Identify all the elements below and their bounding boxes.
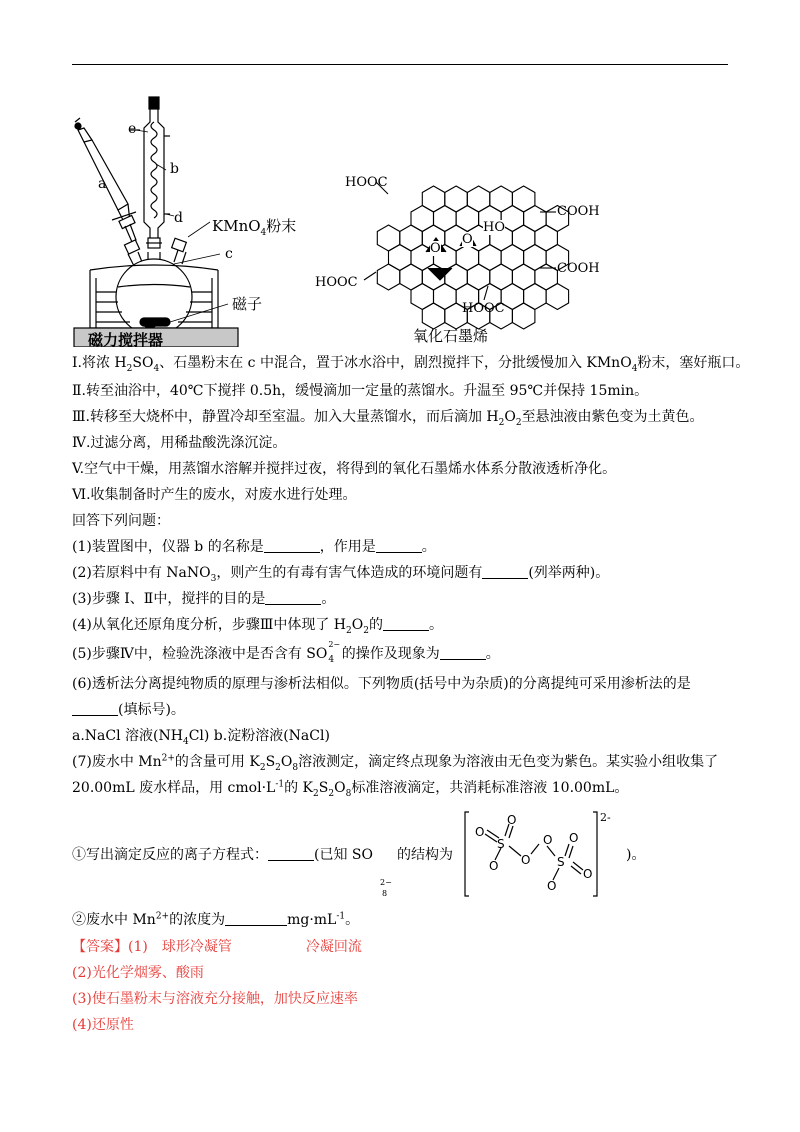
hex-ring <box>512 225 535 251</box>
question-6-cont: (填标号)。 <box>72 700 185 720</box>
hex-ring <box>479 245 502 271</box>
svg-text:O: O <box>547 879 557 893</box>
go-group-cooh-right-bottom: COOH <box>557 261 600 276</box>
question-6: (6)透析法分离提纯物质的原理与渗析法相似。下列物质(括号中为杂质)的分离提纯可采用渗析法的是 <box>72 676 691 692</box>
hex-ring <box>512 186 535 212</box>
hex-ring <box>445 264 468 290</box>
question-7: (7)废水中 $Mn^{2+}$的含量可用 $K_2S_2O_8$溶液测定，滴定终点现象为溶液由无色变为紫色。某实验小组收集了 <box>72 753 719 773</box>
label-kmno4: KMnO$_4$粉末 <box>212 217 297 238</box>
answer-2: (2)光化学烟雾、酸雨 <box>72 965 204 981</box>
hex-ring <box>490 264 513 290</box>
hex-ring <box>512 303 535 329</box>
hex-ring <box>411 284 434 310</box>
hex-ring <box>434 284 457 310</box>
label-a: a <box>98 176 107 192</box>
svg-text:S: S <box>557 855 565 869</box>
go-group-ho: HO <box>483 220 505 235</box>
questions-intro: 回答下列问题： <box>72 513 170 529</box>
label-e: e <box>128 121 137 137</box>
label-stirrer: 磁力搅拌器 <box>88 331 164 349</box>
question-7-cont: 20.00mL 废水样品，用 $cmol\cdot L^{-1}$的 $K_2S_2O_8$标准溶液滴定，共消耗标准溶液 10.00mL。 <box>72 779 629 799</box>
step-2: Ⅱ.转至油浴中，40℃下搅拌 0.5h，缓慢滴加一定量的蒸馏水。升温至 95℃并保持 15min。 <box>72 383 649 399</box>
hex-ring <box>377 225 400 251</box>
label-stir-bar: 磁子 <box>232 295 263 313</box>
hex-ring <box>400 225 423 251</box>
hex-ring <box>411 206 434 232</box>
hex-ring <box>422 186 445 212</box>
hex-ring <box>501 245 523 271</box>
question-7-1-close: )。 <box>626 847 646 863</box>
hex-ring <box>546 284 569 310</box>
go-caption: 氧化石墨烯 <box>413 327 489 345</box>
hex-ring <box>445 186 468 212</box>
svg-text:O: O <box>583 867 593 881</box>
hex-ring <box>524 284 547 310</box>
question-2: (2)若原料中有 NaNO$_3$，则产生的有毒有害气体造成的环境问题有 (列举两种)。 <box>72 565 610 584</box>
s2o8-below-sup: 2− <box>380 878 392 887</box>
step-3: Ⅲ.转移至大烧杯中，静置冷却至室温。加入大量蒸馏水，而后滴加 $H_2O_2$至悬浊液由紫色变为土黄色。 <box>72 409 704 428</box>
peroxydisulfate-structure <box>463 810 646 898</box>
go-group-hooc-bottom: HOOC <box>462 301 505 316</box>
hex-ring <box>535 225 558 251</box>
go-epoxy-o-1: O <box>430 241 441 256</box>
label-c: c <box>225 246 233 262</box>
go-group-cooh-right-top: COOH <box>557 204 600 219</box>
step-5: V.空气中干燥，用蒸馏水溶解并搅拌过夜，将得到的氧化石墨烯水体系分散液透析净化。 <box>72 461 617 477</box>
go-epoxy-o-2: O <box>462 232 473 247</box>
question-6-options: a.NaCl 溶液$(NH_4Cl)$ b.淀粉溶液(NaCl) <box>72 728 330 747</box>
question-7-2: ②废水中 $Mn^{2+}$的浓度为 $mg\cdot mL^{-1}$。 <box>72 911 360 928</box>
answer-3: (3)使石墨粉末与溶液充分接触，加快反应速率 <box>72 991 358 1007</box>
svg-text:S: S <box>497 837 505 851</box>
label-b: b <box>170 161 179 177</box>
hex-ring <box>524 206 547 232</box>
question-5: (5)步骤Ⅳ中，检验洗涤液中是否含有 SO 2− 4 的操作及现象为 。 <box>72 640 500 665</box>
hex-ring <box>389 245 412 271</box>
hex-ring <box>456 245 479 271</box>
hex-ring <box>456 206 479 232</box>
header-rule <box>72 64 728 65</box>
struct-charge: 2- <box>600 811 611 824</box>
hex-ring <box>512 264 535 290</box>
label-d: d <box>174 210 183 226</box>
hex-ring <box>377 264 400 290</box>
hex-ring <box>434 206 457 232</box>
hex-ring <box>400 264 423 290</box>
go-group-hooc-top: HOOC <box>345 175 388 190</box>
question-1: (1)装置图中，仪器 b 的名称是 ，作用是 。 <box>72 539 436 555</box>
svg-text:O: O <box>475 825 485 839</box>
step-1: I.将浓 $H_2SO_4$、石墨粉末在 c 中混合，置于冰水浴中，剧烈搅拌下，分批缓慢加入 KMnO$_4$粉末，塞好瓶口。 <box>72 355 750 374</box>
go-group-hooc-left: HOOC <box>315 275 358 290</box>
question-3: (3)步骤 I、Ⅱ中，搅拌的目的是 。 <box>72 591 336 607</box>
answer-4: (4)还原性 <box>72 1017 134 1033</box>
svg-text:O: O <box>507 813 517 827</box>
hex-ring <box>524 245 547 271</box>
s2o8-below-sub: 8 <box>382 889 388 898</box>
svg-text:O: O <box>569 831 579 845</box>
svg-text:O: O <box>489 859 499 873</box>
answer-1: 【答案】(1) 球形冷凝管 冷凝回流 <box>72 939 362 955</box>
question-4: (4)从氧化还原角度分析，步骤Ⅲ中体现了 $H_2O_2$的 。 <box>72 617 443 636</box>
step-6: Ⅵ.收集制备时产生的废水，对废水进行处理。 <box>72 487 357 503</box>
step-4: Ⅳ.过滤分离，用稀盐酸洗涤沉淀。 <box>72 435 287 451</box>
hex-ring <box>490 186 513 212</box>
svg-text:O: O <box>521 853 531 867</box>
hex-ring <box>467 186 490 212</box>
hex-ring <box>467 264 490 290</box>
question-7-1: ①写出滴定反应的离子方程式： (已知 SO 的结构为 <box>72 847 453 863</box>
svg-text:O: O <box>543 833 553 847</box>
